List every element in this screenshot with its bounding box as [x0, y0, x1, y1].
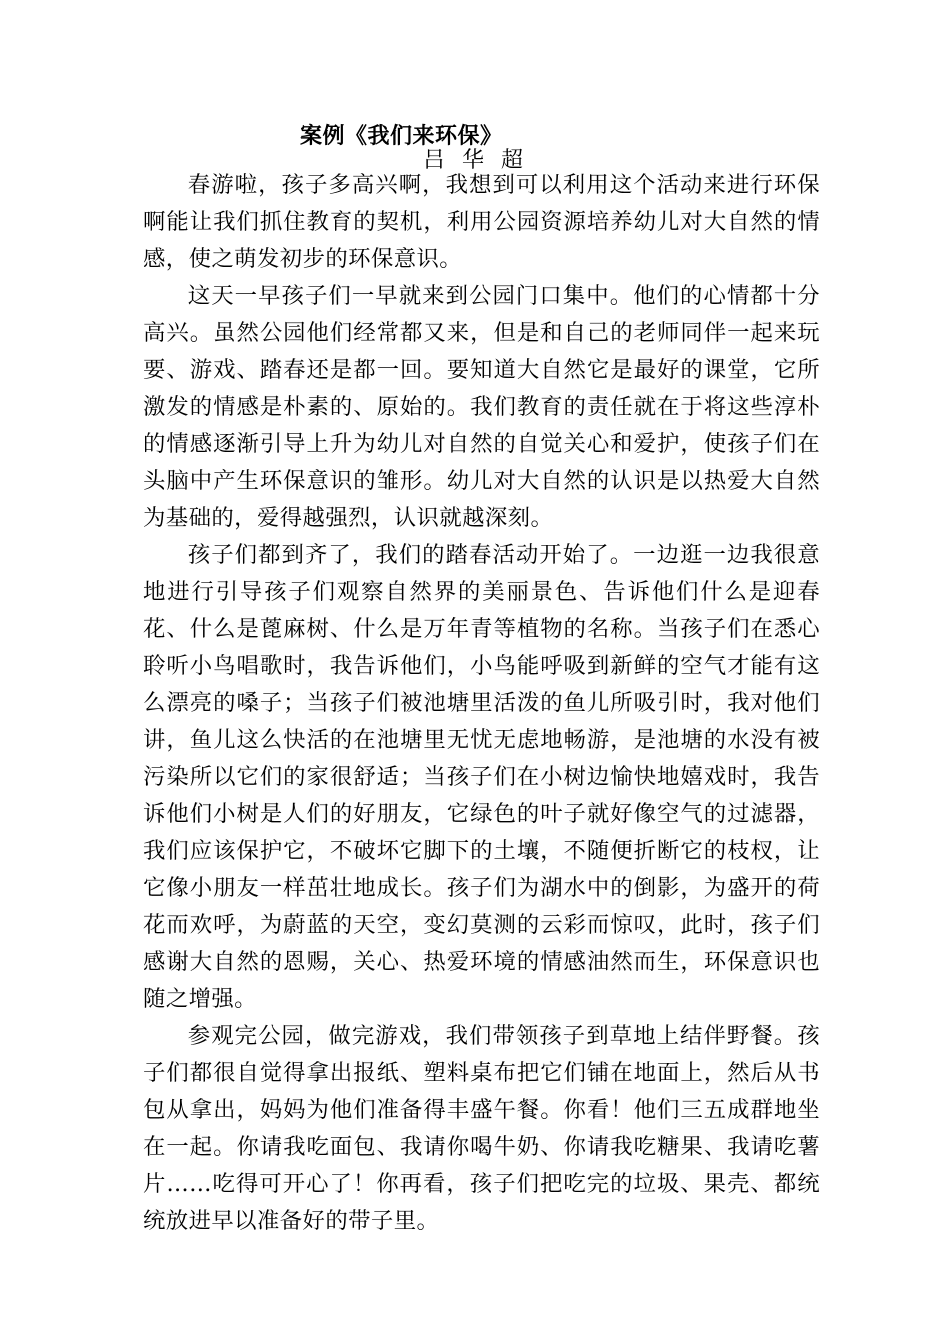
document-body	[143, 167, 820, 1240]
paragraph-3: 孩子们都到齐了，我们的踏春活动开始了。一边逛一边我很意地进行引导孩子们观察自然界的美丽景色、告诉他们什么是迎春花、什么是蓖麻树、什么是万年青等植物的名称。当孩子们在悉心聆听小鸟唱歌时，我告诉他们，小鸟能呼吸到新鲜的空气才能有这么漂亮的嗓子；当孩子们被池塘里活泼的鱼儿所吸引时，我对他们讲，鱼儿这么快活的在池塘里无忧无虑地畅游，是池塘的水没有被污染所以它们的家很舒适；当孩子们在小树边愉快地嬉戏时，我告诉他们小树是人们的好朋友，它绿色的叶子就好像空气的过滤器，我们应该保护它，不破坏它脚下的土壤，不随便折断它的枝杈，让它像小朋友一样茁壮地成长。孩子们为湖水中的倒影，为盛开的荷花而欢呼，为蔚蓝的天空，变幻莫测的云彩而惊叹，此时，孩子们感谢大自然的恩赐，关心、热爱环境的情感油然而生，环保意识也随之增强。	[143, 542, 820, 1012]
document-title: 案例《我们来环保》	[300, 124, 503, 149]
paragraph-1: 春游啦，孩子多高兴啊，我想到可以利用这个活动来进行环保啊能让我们抓住教育的契机，利用公园资源培养幼儿对大自然的情感，使之萌发初步的环保意识。	[143, 172, 820, 272]
paragraph-4: 参观完公园，做完游戏，我们带领孩子到草地上结伴野餐。孩子们都很自觉得拿出报纸、塑料桌布把它们铺在地面上，然后从书包从拿出，妈妈为他们准备得丰盛午餐。你看！他们三五成群地坐在一起。你请我吃面包、我请你喝牛奶、你请我吃糖果、我请吃薯片……吃得可开心了！你再看，孩子们把吃完的垃圾、果壳、都统统放进早以准备好的带子里。	[143, 1023, 820, 1234]
document-author: 吕 华 超	[423, 148, 528, 173]
paragraph-2: 这天一早孩子们一早就来到公园门口集中。他们的心情都十分高兴。虽然公园他们经常都又来，但是和自己的老师同伴一起来玩要、游戏、踏春还是都一回。要知道大自然它是最好的课堂，它所激发的情感是朴素的、原始的。我们教育的责任就在于将这些淳朴的情感逐渐引导上升为幼儿对自然的自觉关心和爱护，使孩子们在头脑中产生环保意识的雏形。幼儿对大自然的认识是以热爱大自然为基础的，爱得越强烈，认识就越深刻。	[143, 283, 820, 531]
